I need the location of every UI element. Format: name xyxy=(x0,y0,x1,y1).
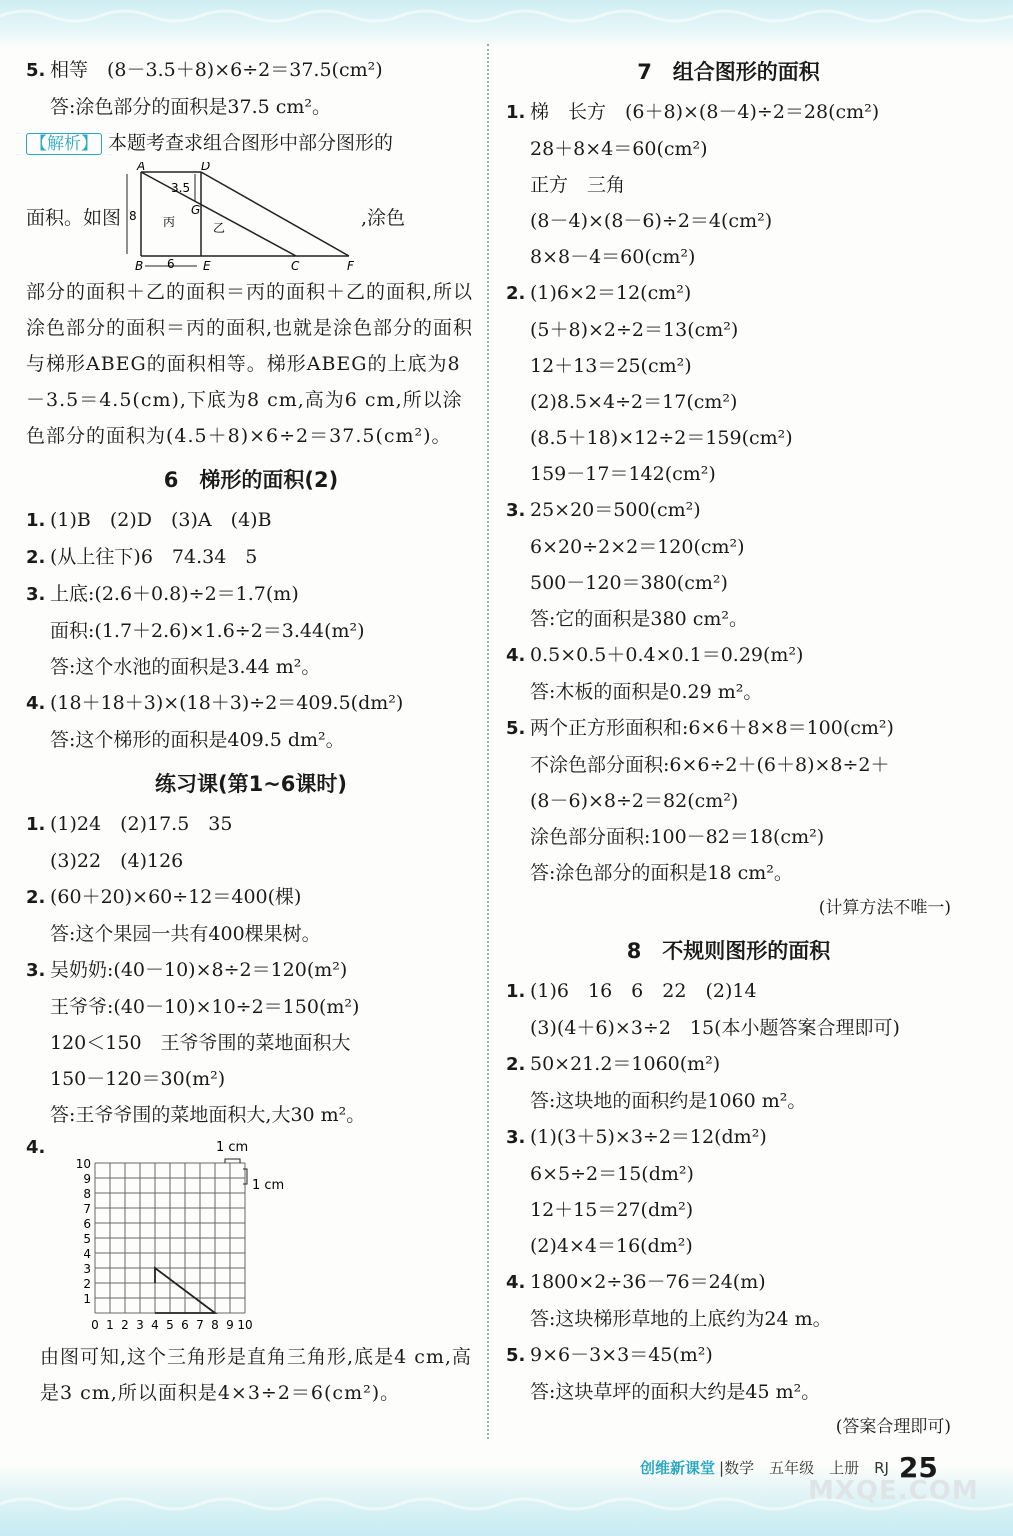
grid-unit-top: 1 cm xyxy=(216,1140,249,1155)
sec7-note: (计算方法不唯一) xyxy=(818,898,951,918)
sec6-q4-line2: 答:这个梯形的面积是409.5 dm²。 xyxy=(50,729,345,751)
practice-q3: 3. 吴奶奶:(40－10)×8÷2＝120(m²) xyxy=(26,959,348,981)
grid-x-tick: 8 xyxy=(211,1318,219,1332)
footer-subject: |数学 五年级 上册 RJ xyxy=(719,1458,889,1477)
practice-q1-line2: (3)22 (4)126 xyxy=(50,850,184,872)
right-column xyxy=(506,52,951,1444)
grid-unit-right: 1 cm xyxy=(252,1178,285,1193)
sec8-q1-line2: (3)(4＋6)×3÷2 15(本小题答案合理即可) xyxy=(530,1017,900,1039)
sec6-q3-line2: 面积:(1.7＋2.6)×1.6÷2＝3.44(m²) xyxy=(50,620,365,642)
sec8-q4-line2: 答:这块梯形草地的上底约为24 m。 xyxy=(530,1308,832,1330)
sec8-q2-line2: 答:这块地的面积约是1060 m²。 xyxy=(530,1090,807,1112)
sec7-q1-line2: 28＋8×4＝60(cm²) xyxy=(530,138,708,160)
grid-figure xyxy=(44,1133,324,1333)
grid-x-tick: 6 xyxy=(181,1318,189,1332)
practice-q3-line2: 王爷爷:(40－10)×10÷2＝150(m²) xyxy=(50,996,360,1018)
sec8-q4: 4. 1800×2÷36－76＝24(m) xyxy=(506,1271,766,1293)
grid-x-tick: 2 xyxy=(121,1318,129,1332)
sec7-q3: 3. 25×20＝500(cm²) xyxy=(506,499,701,521)
grid-y-tick: 6 xyxy=(83,1217,91,1231)
sec7-q1: 1. 梯 长方 (6＋8)×(8－4)÷2＝28(cm²) xyxy=(506,101,880,123)
sec7-q3-line3: 500－120＝380(cm²) xyxy=(530,572,728,594)
q5-conclusion: 答:涂色部分的面积是37.5 cm²。 xyxy=(50,96,332,118)
grid-x-tick: 4 xyxy=(151,1318,159,1332)
label-E: E xyxy=(203,259,211,273)
watermark: MXQE.COM xyxy=(808,1476,979,1506)
section-6-title: 6 梯形的面积(2) xyxy=(163,468,339,492)
grid-x-tick: 10 xyxy=(237,1318,253,1332)
grid-x-tick: 9 xyxy=(226,1318,234,1332)
sec7-q1-line4: (8－4)×(8－6)÷2＝4(cm²) xyxy=(530,210,773,232)
sec8-q3-line2: 6×5÷2＝15(dm²) xyxy=(530,1163,694,1185)
sec6-q3-line3: 答:这个水池的面积是3.44 m²。 xyxy=(50,656,321,678)
sec7-q2-line3: 12＋13＝25(cm²) xyxy=(530,355,692,377)
sec8-q5: 5. 9×6－3×3＝45(m²) xyxy=(506,1344,713,1366)
grid-x-tick: 3 xyxy=(136,1318,144,1332)
q5-answer: 5. 相等 (8－3.5＋8)×6÷2＝37.5(cm²) xyxy=(26,59,383,81)
sec8-q3-line3: 12＋15＝27(dm²) xyxy=(530,1199,694,1221)
sec7-q4-line2: 答:木板的面积是0.29 m²。 xyxy=(530,681,763,703)
grid-y-tick: 1 xyxy=(83,1292,91,1306)
sec7-q2-line2: (5＋8)×2÷2＝13(cm²) xyxy=(530,319,739,341)
practice-title: 练习课(第1~6课时) xyxy=(154,772,347,796)
trapezoid-figure xyxy=(121,162,361,274)
sec6-q3: 3. 上底:(2.6＋0.8)÷2＝1.7(m) xyxy=(26,583,299,605)
analysis-paragraph: 部分的面积＋乙的面积＝丙的面积＋乙的面积,所以涂色部分的面积＝丙的面积,也就是涂色部分的面积与梯形ABEG的面积相等。梯形ABEG的上底为8－3.5＝4.5(cm),下底为8 cm,高为6 cm,所以涂色部分的面积为(4.5＋8)×6÷2＝37.5(cm²)。 xyxy=(26,281,474,447)
sec7-q1-line3: 正方 三角 xyxy=(530,174,626,196)
sec7-q5-line3: (8－6)×8÷2＝82(cm²) xyxy=(530,790,739,812)
grid-y-tick: 4 xyxy=(83,1247,91,1261)
grid-y-tick: 8 xyxy=(83,1187,91,1201)
sec7-q2-line5: (8.5＋18)×12÷2＝159(cm²) xyxy=(530,427,793,449)
section-8-title: 8 不规则图形的面积 xyxy=(626,939,831,963)
sec7-q5-line2: 不涂色部分面积:6×6÷2＋(6＋8)×8÷2＋ xyxy=(530,754,890,776)
sec8-q1: 1. (1)6 16 6 22 (2)14 xyxy=(506,980,757,1002)
grid-x-tick: 5 xyxy=(166,1318,174,1332)
label-A: A xyxy=(137,162,146,173)
region-bing: 丙 xyxy=(163,215,176,229)
sec7-q5: 5. 两个正方形面积和:6×6＋8×8＝100(cm²) xyxy=(506,717,894,739)
analysis-figure-row: 面积。如图 A D G B E C F 3.5 8 6 丙 乙 ,涂色 xyxy=(26,162,476,274)
practice-q1: 1. (1)24 (2)17.5 35 xyxy=(26,813,233,835)
sec8-q5-line2: 答:这块草坪的面积大约是45 m²。 xyxy=(530,1381,821,1403)
column-divider xyxy=(487,44,489,1439)
practice-q3-line4: 150－120＝30(m²) xyxy=(50,1068,226,1090)
practice-q3-line5: 答:王爷爷围的菜地面积大,大30 m²。 xyxy=(50,1104,366,1126)
sec7-q1-line5: 8×8－4＝60(cm²) xyxy=(530,246,696,268)
dim-8: 8 xyxy=(129,209,137,223)
practice-q2: 2. (60＋20)×60÷12＝400(棵) xyxy=(26,886,302,908)
top-wave-decor xyxy=(0,6,1013,26)
grid-x-tick: 7 xyxy=(196,1318,204,1332)
analysis-line: 【解析】 本题考查求组合图形中部分图形的 xyxy=(26,125,476,162)
sec8-q2: 2. 50×21.2＝1060(m²) xyxy=(506,1053,721,1075)
grid-y-tick: 7 xyxy=(83,1202,91,1216)
label-G: G xyxy=(191,203,201,217)
practice-q3-line3: 120＜150 王爷爷围的菜地面积大 xyxy=(50,1032,351,1054)
grid-x-tick: 1 xyxy=(106,1318,114,1332)
sec6-q4: 4. (18＋18＋3)×(18＋3)÷2＝409.5(dm²) xyxy=(26,692,404,714)
label-C: C xyxy=(291,259,300,273)
practice-q4-explanation: 由图可知,这个三角形是直角三角形,底是4 cm,高是3 cm,所以面积是4×3÷2＝6(cm²)。 xyxy=(40,1346,472,1404)
region-yi: 乙 xyxy=(213,221,226,235)
grid-y-tick: 10 xyxy=(75,1157,91,1171)
sec7-q2: 2. (1)6×2＝12(cm²) xyxy=(506,282,692,304)
dim-3-5: 3.5 xyxy=(171,181,191,195)
sec7-q5-line5: 答:涂色部分的面积是18 cm²。 xyxy=(530,862,793,884)
grid-x-tick: 0 xyxy=(91,1318,99,1332)
practice-q4-figure-row: 4. 1 cm 1 cm 10 9 8 7 6 5 4 3 2 1 0 1 2 3 4 5 6 7 8 9 10 xyxy=(26,1133,476,1333)
section-7-title: 7 组合图形的面积 xyxy=(637,60,820,84)
grid-y-tick: 5 xyxy=(83,1232,91,1246)
label-B: B xyxy=(135,259,144,273)
sec7-q2-line6: 159－17＝142(cm²) xyxy=(530,463,716,485)
sec7-q4: 4. 0.5×0.5＋0.4×0.1＝0.29(m²) xyxy=(506,644,804,666)
label-D: D xyxy=(201,162,211,173)
practice-q2-line2: 答:这个果园一共有400棵果树。 xyxy=(50,923,321,945)
footer-brand: 创维新课堂 xyxy=(640,1458,716,1477)
left-column xyxy=(26,52,476,1411)
label-F: F xyxy=(347,259,354,273)
dim-6: 6 xyxy=(167,257,175,271)
sec7-q2-line4: (2)8.5×4÷2＝17(cm²) xyxy=(530,391,738,413)
sec7-q5-line4: 涂色部分面积:100－82＝18(cm²) xyxy=(530,826,825,848)
page-number: 25 xyxy=(898,1450,938,1484)
grid-y-tick: 9 xyxy=(83,1172,91,1186)
sec8-q3-line4: (2)4×4＝16(dm²) xyxy=(530,1235,693,1257)
sec7-q3-line4: 答:它的面积是380 cm²。 xyxy=(530,608,748,630)
sec8-q3: 3. (1)(3＋5)×3÷2＝12(dm²) xyxy=(506,1126,767,1148)
grid-y-tick: 3 xyxy=(83,1262,91,1276)
sec7-q3-line2: 6×20÷2×2＝120(cm²) xyxy=(530,536,745,558)
sec6-q2: 2. (从上往下)6 74.34 5 xyxy=(26,546,258,568)
grid-y-tick: 2 xyxy=(83,1277,91,1291)
analysis-tag: 【解析】 xyxy=(26,133,102,155)
sec6-q1: 1. (1)B (2)D (3)A (4)B xyxy=(26,509,272,531)
sec8-note: (答案合理即可) xyxy=(835,1417,951,1437)
